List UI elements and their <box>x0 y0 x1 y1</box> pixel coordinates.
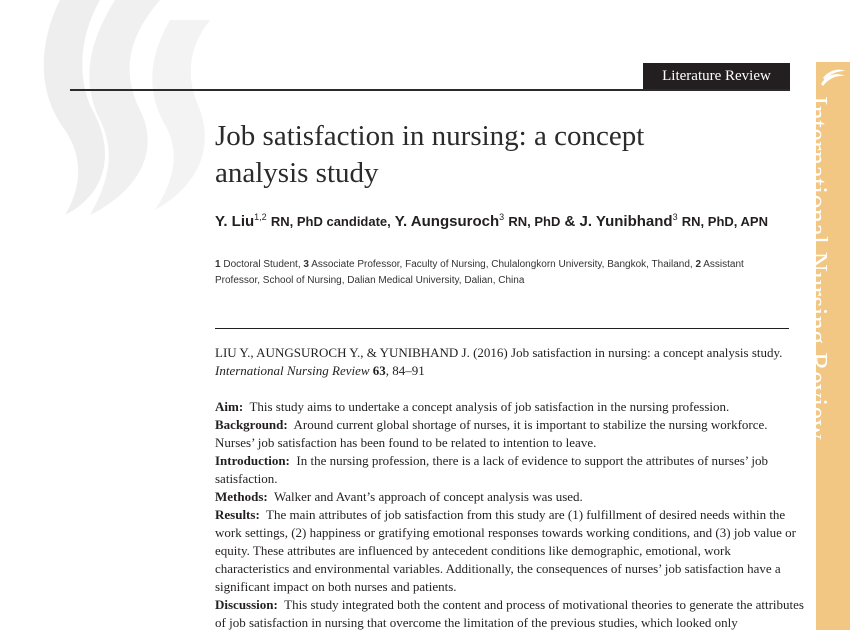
affiliations <box>215 257 785 289</box>
abstract-label: Introduction: <box>215 453 290 468</box>
abstract-paragraph <box>215 506 805 596</box>
abstract-text: This study aims to undertake a concept analysis of job satisfaction in the nursing profession. <box>249 399 730 414</box>
section-label: Literature Review <box>643 63 790 89</box>
abstract-paragraph <box>215 398 805 416</box>
author-degrees: RN, PhD <box>508 214 561 229</box>
abstract-label: Aim: <box>215 399 244 414</box>
author-name: Y. Liu <box>215 213 255 230</box>
abstract-label: Methods: <box>215 489 268 504</box>
abstract-label: Results: <box>215 507 260 522</box>
article-title: Job satisfaction in nursing: a concept analysis study <box>215 120 645 189</box>
abstract-paragraph <box>215 452 805 488</box>
author-separator: & <box>564 213 576 230</box>
divider-rule <box>215 328 789 329</box>
abstract-label: Background: <box>215 417 288 432</box>
abstract-text: Walker and Avant’s approach of concept analysis was used. <box>273 489 583 504</box>
author-degrees: RN, PhD candidate, <box>270 214 391 229</box>
author-affiliation-mark: 1,2 <box>254 212 267 222</box>
abstract-text: The main attributes of job satisfaction from this study are (1) fulfillment of desired needs within the work settings, (2) happiness or gratifying emotional responses towards working conditions, and (3) job value or equity. These attributes are influenced by antecedent conditions like demographic, emotional, work characteristics and environmental variables. Additionally, the consequences of nurses’ job satisfaction have a significant impact on both nurses and patients. <box>215 507 796 594</box>
author-list <box>215 207 785 232</box>
citation-volume: 63 <box>372 363 386 378</box>
author-affiliation-mark: 3 <box>499 212 505 222</box>
journal-name: International Nursing Review <box>801 96 832 441</box>
header-rule <box>70 89 790 91</box>
affiliation-text: Assistant Professor, School of Nursing, Dalian Medical University, Dalian, China <box>215 259 744 286</box>
abstract-text: Around current global shortage of nurses, it is important to stabilize the nursing workforce. Nurses’ job satisfaction has been found to be related to intention to leave. <box>215 417 768 450</box>
affiliation-number: 3 <box>303 259 309 270</box>
author-name: J. Yunibhand <box>579 213 673 230</box>
journal-flame-logo-icon <box>817 64 849 90</box>
abstract-paragraph <box>215 596 805 632</box>
affiliation-text: Doctoral Student, <box>223 259 301 270</box>
abstract-text: In the nursing profession, there is a lack of evidence to support the attributes of nurses’ job satisfaction. <box>215 453 768 486</box>
abstract-label: Discussion: <box>215 597 278 612</box>
citation-pages: , 84–91 <box>385 363 425 378</box>
author-affiliation-mark: 3 <box>672 212 678 222</box>
citation-authors: LIU Y., AUNGSUROCH Y., & YUNIBHAND J. (2016) Job satisfaction in nursing: a concept analysis study. <box>215 345 783 360</box>
affiliation-number: 1 <box>215 259 221 270</box>
abstract-paragraph <box>215 416 805 452</box>
affiliation-text: Associate Professor, Faculty of Nursing, Chulalongkorn University, Bangkok, Thailand, <box>311 259 693 270</box>
flame-watermark-icon <box>20 0 220 215</box>
author-name: Y. Aungsuroch <box>394 213 500 230</box>
author-degrees: RN, PhD, APN <box>681 214 768 229</box>
abstract <box>215 398 805 632</box>
citation-journal: International Nursing Review <box>215 363 370 378</box>
abstract-paragraph <box>215 488 805 506</box>
citation <box>215 344 787 380</box>
abstract-text: This study integrated both the content and process of motivational theories to generate the attributes of job satisfaction in nursing that overcome the limitation of the previous studies, which looked only <box>215 597 804 630</box>
affiliation-number: 2 <box>695 259 702 270</box>
